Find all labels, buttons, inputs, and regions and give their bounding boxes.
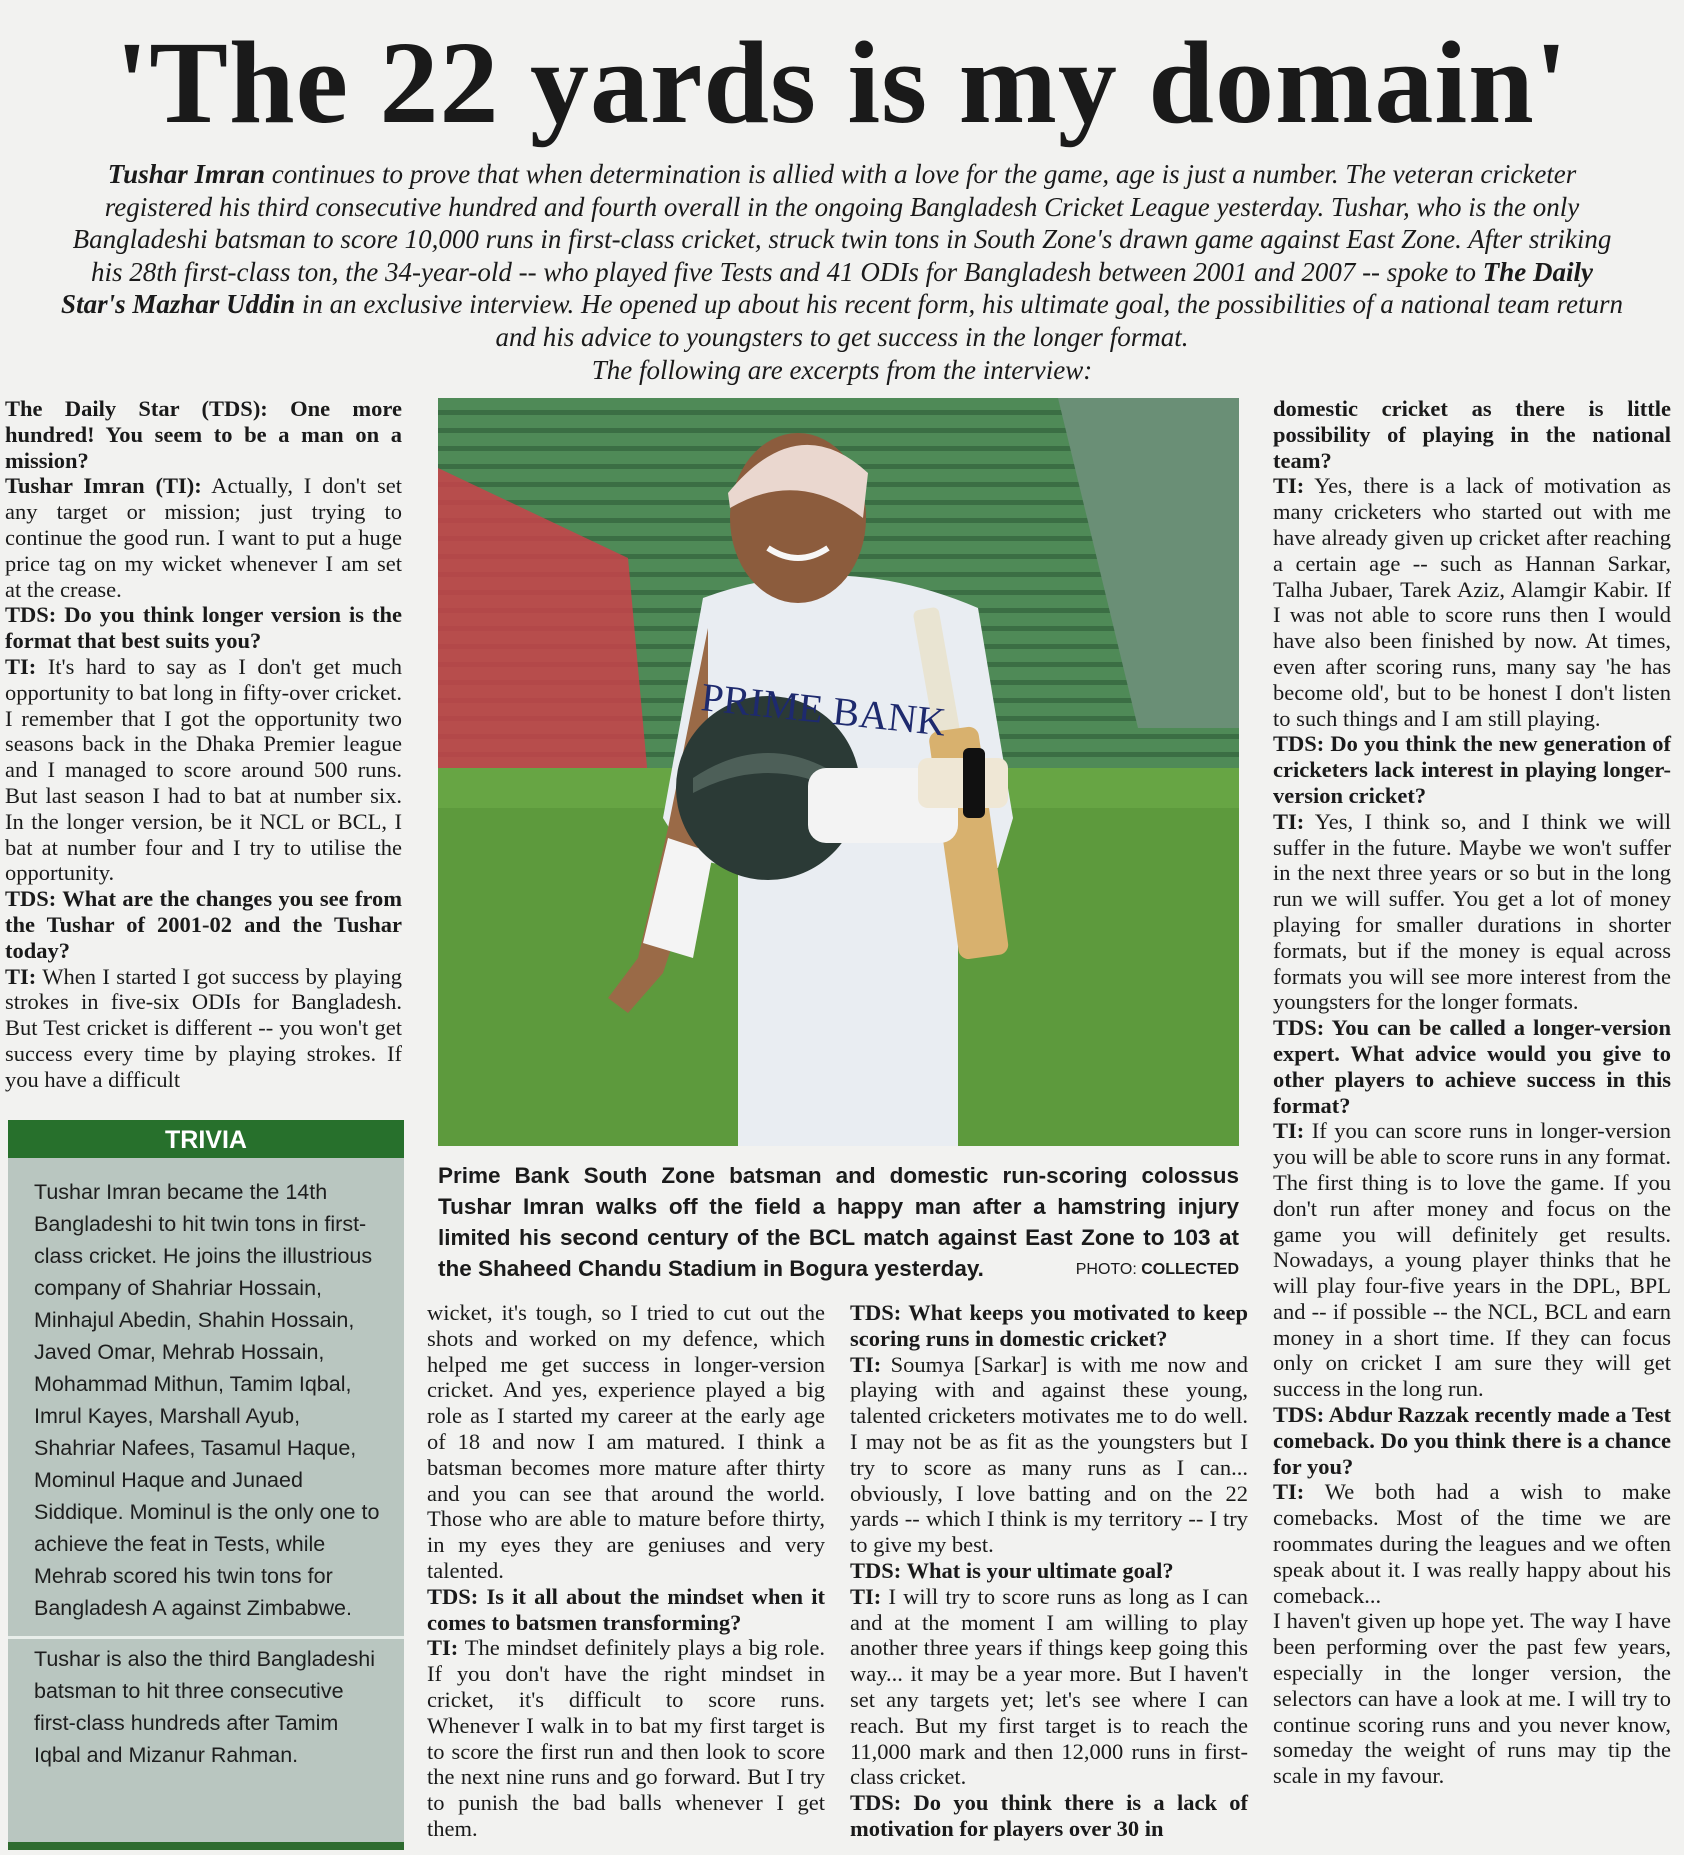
answer-text: I will try to score runs as long as I can and at the moment I am willing to play another three years if things keep going this way... it may be a year more. But I haven't set any targets yet; let's see where I can reach. But my first target is to reach the 11,000 mark and then 12,000 runs in first-class cricket. bbox=[850, 1583, 1248, 1790]
interview-question: TDS: Do you think there is a lack of motivation for players over 30 in bbox=[850, 1790, 1248, 1841]
intro-name-subject: Tushar Imran bbox=[107, 159, 266, 189]
interview-question: TDS: Do you think longer version is the format that best suits you? bbox=[5, 602, 402, 654]
player-photo bbox=[438, 398, 1239, 1146]
interview-answer bbox=[850, 1584, 1248, 1790]
trivia-divider bbox=[8, 1636, 404, 1639]
interview-question: The Daily Star (TDS): One more hundred! You seem to be a man on a mission? bbox=[5, 396, 402, 473]
interview-answer bbox=[5, 654, 402, 886]
interview-answer bbox=[427, 1300, 825, 1584]
photo-credit bbox=[1000, 1261, 1239, 1279]
answer-text: We both had a wish to make comebacks. Most of the time we are roommates during the leagues and we often speak about it. I was really happy about his comeback... bbox=[1273, 1479, 1671, 1608]
speaker-tag: TI: bbox=[427, 1635, 459, 1661]
answer-text: Yes, I think so, and I think we will suffer in the future. Maybe we won't suffer in the next three years or so but in the long run we will suffer. You get a lot of money playing for smaller durations in shorter formats, but if the money is equal across formats you will see more interest from the youngsters for the longer formats. bbox=[1273, 808, 1671, 1015]
intro-text-1: continues to prove that when determination is allied with a love for the game, age is just a number. The veteran cricketer registered his third consecutive hundred and fourth overall in the ongoing Bangladesh Cricket League yesterday. Tushar, who is the only Bangladeshi batsman to score 10,000 runs in first-class cricket, struck twin tons in South Zone's drawn game against East Zone. After striking his 28th first-class ton, the 34-year-old -- who played five Tests and 41 ODIs for Bangladesh between 2001 and 2007 -- spoke to bbox=[72, 159, 1612, 287]
column-4 bbox=[1273, 396, 1671, 1789]
interview-answer bbox=[1273, 473, 1671, 731]
interview-answer bbox=[850, 1352, 1248, 1558]
interview-answer bbox=[1273, 1479, 1671, 1608]
column-1 bbox=[5, 396, 402, 1093]
speaker-tag: TI: bbox=[1273, 1118, 1305, 1144]
trivia-paragraph-1: Tushar Imran became the 14th Bangladeshi to hit twin tons in first-class cricket. He joins the illustrious company of Shahriar Hossain, Minhajul Abedin, Shahin Hossain, Javed Omar, Mehrab Hossain, Mohammad Mithun, Tamim Iqbal, Imrul Kayes, Marshall Ayub, Shahriar Nafees, Tasamul Haque, Mominul Haque and Junaed Siddique. Mominul is the only one to achieve the feat in Tests, while Mehrab scored his twin tons for Bangladesh A against Zimbabwe. bbox=[34, 1180, 380, 1620]
photo-credit-source: COLLECTED bbox=[1141, 1261, 1239, 1278]
interview-question: TDS: What is your ultimate goal? bbox=[850, 1557, 1174, 1583]
photo-caption: Prime Bank South Zone batsman and domestic run-scoring colossus Tushar Imran walks off the field a happy man after a hamstring injury limited his second century of the BCL match against East Zone to 103 at the Shaheed Chandu Stadium in Bogura yesterday. bbox=[438, 1163, 1239, 1281]
intro-paragraph bbox=[60, 158, 1624, 386]
speaker-tag: Tushar Imran (TI): bbox=[5, 473, 202, 499]
interview-question: TDS: What are the changes you see from the Tushar of 2001-02 and the Tushar today? bbox=[5, 886, 402, 963]
interview-question: TDS: Is it all about the mindset when it comes to batsmen transforming? bbox=[427, 1583, 825, 1635]
trivia-box bbox=[8, 1120, 404, 1850]
speaker-tag: TI: bbox=[1273, 473, 1305, 499]
speaker-tag: TI: bbox=[5, 653, 37, 679]
answer-text: I haven't given up hope yet. The way I have been performing over the past few years, especially in the longer version, the selectors can have a look at me. I will try to continue scoring runs and you never know, someday the weight of runs may tip the scale in my favour. bbox=[1273, 1608, 1671, 1789]
interview-answer bbox=[1273, 1118, 1671, 1402]
speaker-tag: TI: bbox=[850, 1583, 882, 1609]
interview-question: TDS: You can be called a longer-version expert. What advice would you give to other players to achieve success in this format? bbox=[1273, 1015, 1671, 1118]
interview-question: TDS: Abdur Razzak recently made a Test comeback. Do you think there is a chance for you? bbox=[1273, 1402, 1671, 1479]
speaker-tag: TI: bbox=[5, 963, 37, 989]
answer-text: Yes, there is a lack of motivation as many cricketers who started out with me have already given up cricket after reaching a certain age -- such as Hannan Sarkar, Talha Jubaer, Tarek Aziz, Alamgir Kabir. If I was not able to score runs then I would have also been finished by now. At times, even after scoring runs, many say 'he has become old', but to be honest I don't listen to such things and I am still playing. bbox=[1273, 473, 1671, 731]
interview-question: domestic cricket as there is little possibility of playing in the national team? bbox=[1273, 396, 1671, 473]
answer-text: wicket, it's tough, so I tried to cut out the shots and worked on my defence, which helped me get success in longer-version cricket. And yes, experience played a big role as I started my career at the early age of 18 and now I am matured. I think a batsman becomes more mature after thirty and you can see that around the world. Those who are able to mature before thirty, in my eyes they are geniuses and very talented. bbox=[427, 1300, 825, 1583]
speaker-tag: TI: bbox=[1273, 1479, 1305, 1505]
interview-question: TDS: Do you think the new generation of cricketers lack interest in playing longer-version cricket? bbox=[1273, 731, 1671, 808]
interview-answer bbox=[427, 1635, 825, 1841]
column-3 bbox=[850, 1300, 1248, 1842]
answer-text: If you can score runs in longer-version you will be able to score runs in any format. The first thing is to love the game. If you don't run after money and focus on the game you will definitely get results. Nowadays, a young player thinks that he will play four-five years in the DPL, BPL and -- if possible -- the NCL, BCL and earn money in a short time. If they can focus only on cricket I am sure they will get success in the long run. bbox=[1273, 1118, 1671, 1402]
answer-text: Actually, I don't set any target or mission; just trying to continue the good run. I want to put a huge price tag on my wicket whenever I am set at the crease. bbox=[5, 473, 402, 602]
intro-text-3: The following are excerpts from the interview: bbox=[591, 354, 1093, 385]
interview-answer bbox=[5, 964, 402, 1093]
jersey-sponsor-text: PRIME BANK bbox=[699, 674, 949, 745]
player-photo-illustration bbox=[438, 398, 1239, 1146]
interview-answer bbox=[1273, 809, 1671, 1015]
answer-text: It's hard to say as I don't get much opportunity to bat long in fifty-over cricket. I remember that I got the opportunity two seasons back in the Dhaka Premier league and I managed to score around 500 runs. But last season I had to bat at number six. In the longer version, be it NCL or BCL, I bat at number four and I try to utilise the opportunity. bbox=[5, 653, 402, 886]
interview-question: TDS: What keeps you motivated to keep scoring runs in domestic cricket? bbox=[850, 1300, 1248, 1351]
answer-text: Soumya [Sarkar] is with me now and playing with and against these young, talented cricketers motivates me to do well. I may not be as fit as the youngsters but I try to score as many runs as I can... obviously, I love batting and on the 22 yards -- which I think is my territory -- I try to give my best. bbox=[850, 1351, 1248, 1558]
column-2 bbox=[427, 1300, 825, 1842]
intro-text-2: in an exclusive interview. He opened up about his recent form, his ultimate goal, the possibilities of a national team return and his advice to youngsters to get success in the longer format. bbox=[295, 289, 1623, 352]
speaker-tag: TI: bbox=[1273, 808, 1305, 834]
trivia-paragraph-2: Tushar is also the third Bangladeshi batsman to hit three consecutive first-class hundreds after Tamim Iqbal and Mizanur Rahman. bbox=[34, 1647, 376, 1767]
photo-credit-label: PHOTO: bbox=[1075, 1261, 1142, 1278]
interview-answer bbox=[1273, 1608, 1671, 1789]
answer-text: When I started I got success by playing strokes in five-six ODIs for Bangladesh. But Test cricket is different -- you won't get success every time by playing strokes. If you have a difficult bbox=[5, 963, 402, 1092]
trivia-heading: TRIVIA bbox=[8, 1120, 404, 1158]
trivia-body bbox=[8, 1158, 404, 1771]
interview-answer bbox=[5, 473, 402, 602]
answer-text: The mindset definitely plays a big role. If you don't have the right mindset in cricket, it's difficult to score runs. Whenever I walk in to bat my first target is to score the first run and then look to score the next nine runs and go forward. But I try to punish the bad balls whenever I get them. bbox=[427, 1635, 825, 1841]
headline: 'The 22 yards is my domain' bbox=[115, 17, 1569, 148]
intro-name-reporter: The Daily Star's Mazhar Uddin bbox=[61, 256, 1594, 320]
speaker-tag: TI: bbox=[850, 1351, 882, 1377]
